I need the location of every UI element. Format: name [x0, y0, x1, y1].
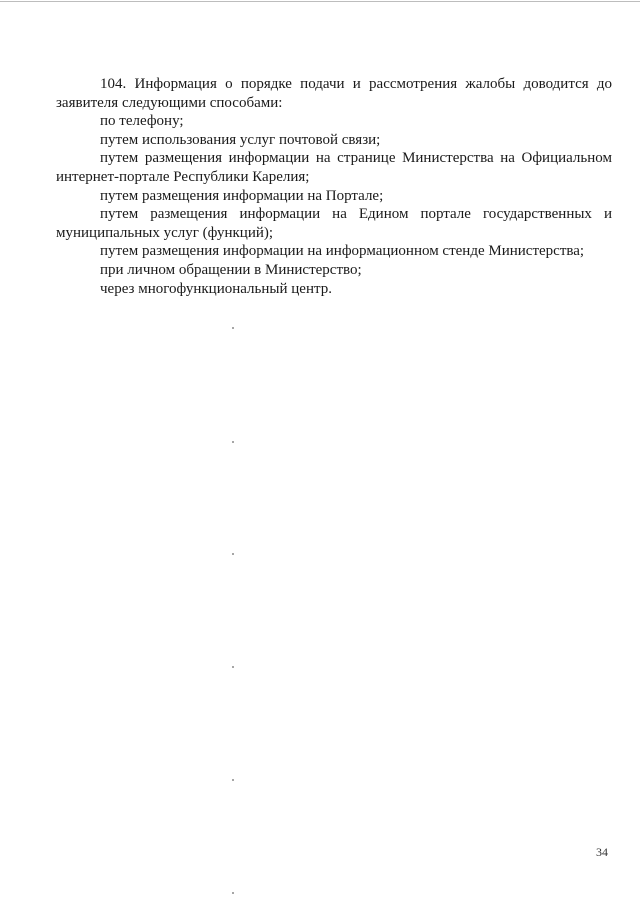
paragraph-104: 104. Информация о порядке подачи и рассмотрения жалобы доводится до заявителя следующими способами:	[56, 76, 612, 111]
list-item-ministry-page: путем размещения информации на странице Министерства на Официальном интернет-портале Республики Карелия;	[56, 150, 612, 185]
list-item-unified-portal: путем размещения информации на Едином портале государственных и муниципальных услуг (функций);	[56, 206, 612, 241]
list-item-mfc: через многофункциональный центр.	[100, 280, 332, 297]
list-item-info-stand: путем размещения информации на информационном стенде Министерства;	[100, 243, 585, 260]
scan-speck	[232, 327, 234, 329]
scan-speck	[232, 892, 234, 894]
list-item-phone: по телефону;	[100, 113, 184, 130]
document-body	[56, 75, 612, 298]
scan-speck	[232, 666, 234, 668]
scan-speck	[232, 779, 234, 781]
scan-speck	[232, 441, 234, 443]
list-item-postal: путем использования услуг почтовой связи;	[100, 131, 381, 148]
list-item-personal-visit: при личном обращении в Министерство;	[100, 261, 362, 278]
page-number: 34	[596, 845, 608, 859]
top-border-line	[0, 1, 640, 2]
list-item-portal: путем размещения информации на Портале;	[100, 187, 384, 204]
scan-speck	[232, 553, 234, 555]
